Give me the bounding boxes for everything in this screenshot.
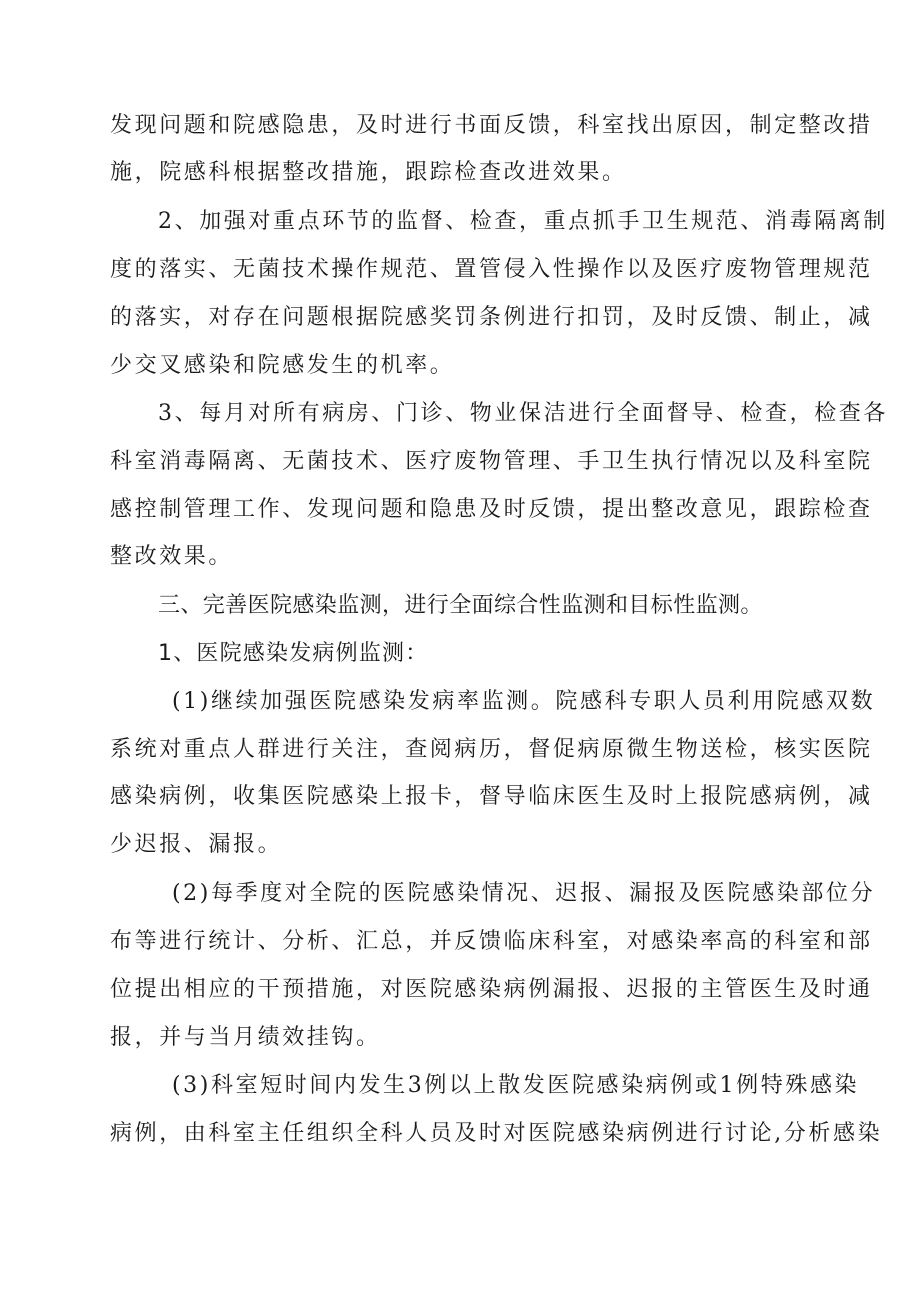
text-line: 施，院感科根据整改措施，跟踪检查改进效果。 [110, 160, 627, 185]
section-heading: 三、完善医院感染监测，进行全面综合性监测和目标性监测。 [158, 593, 763, 618]
text-line: (3)科室短时间内发生3例以上散发医院感染病例或1例特殊感染 [172, 1073, 860, 1098]
text-line: 感控制管理工作、发现问题和隐患及时反馈，提出整改意见，跟踪检查 [110, 497, 873, 522]
text-line: 发现问题和院感隐患，及时进行书面反馈，科室找出原因，制定整改措 [110, 113, 873, 138]
text-line: 少迟报、漏报。 [110, 832, 283, 857]
text-line: 感染病例，收集医院感染上报卡，督导临床医生及时上报院感病例，减 [110, 784, 873, 809]
text-line: (2)每季度对全院的医院感染情况、迟报、漏报及医院感染部位分 [172, 881, 876, 906]
text-line: (1)继续加强医院感染发病率监测。院感科专职人员利用院感双数 [172, 689, 876, 714]
text-line: 3、每月对所有病房、门诊、物业保洁进行全面督导、检查，检查各 [158, 401, 888, 426]
text-line: 2、加强对重点环节的监督、检查，重点抓手卫生规范、消毒隔离制 [158, 209, 888, 234]
text-line: 度的落实、无菌技术操作规范、置管侵入性操作以及医疗废物管理规范 [110, 257, 873, 282]
text-line: 布等进行统计、分析、汇总，并反馈临床科室，对感染率高的科室和部 [110, 929, 873, 954]
subsection-heading: 1、医院感染发病例监测： [158, 641, 429, 666]
text-line: 报，并与当月绩效挂钩。 [110, 1025, 381, 1050]
text-line: 整改效果。 [110, 544, 234, 569]
text-line: 的落实，对存在问题根据院感奖罚条例进行扣罚，及时反馈、制止，减 [110, 305, 873, 330]
text-line: 病例，由科室主任组织全科人员及时对医院感染病例进行讨论,分析感染 [110, 1121, 883, 1146]
text-line: 系统对重点人群进行关注，查阅病历，督促病原微生物送检，核实医院 [110, 737, 873, 762]
text-line: 科室消毒隔离、无菌技术、医疗废物管理、手卫生执行情况以及科室院 [110, 449, 873, 474]
text-line: 位提出相应的干预措施，对医院感染病例漏报、迟报的主管医生及时通 [110, 977, 873, 1002]
text-line: 少交叉感染和院感发生的机率。 [110, 353, 455, 378]
